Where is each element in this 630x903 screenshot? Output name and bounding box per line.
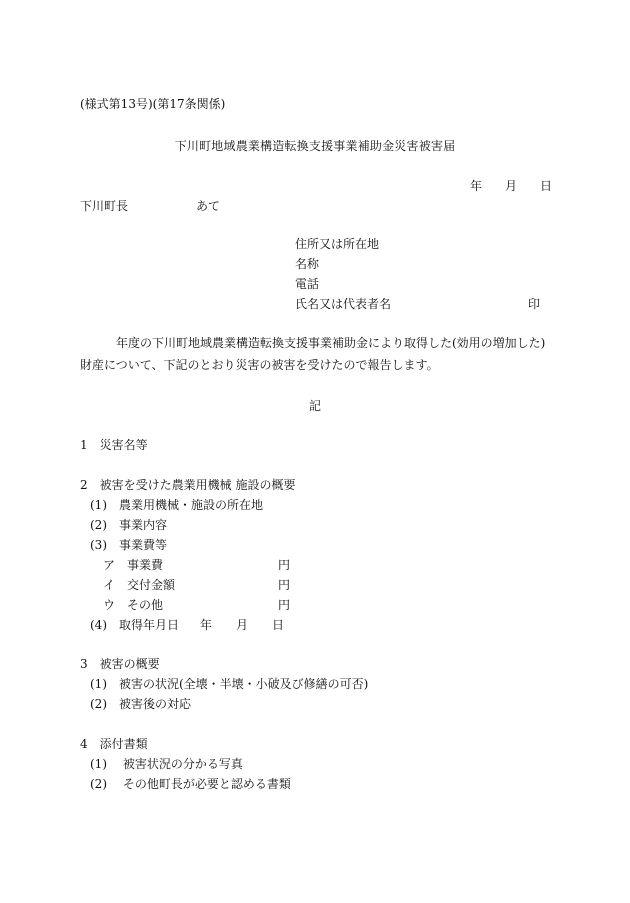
addressee-suffix: あて xyxy=(196,199,221,213)
form-number: (様式第13号)(第17条関係) xyxy=(80,97,226,111)
acquired-day-label: 日 xyxy=(272,618,285,632)
cost-sub-u: ウ その他 xyxy=(103,598,164,612)
section-3-title: 3 被害の概要 xyxy=(80,657,160,671)
section-2-item-3: (3) 事業費等 xyxy=(90,538,167,552)
report-body-text: 年度の下川町地域農業構造転換支援事業補助金により取得した(効用の増加した)財産について、下記のとおり災害の被害を受けたので報告します。 xyxy=(80,336,546,372)
acquired-month-label: 月 xyxy=(236,618,249,632)
applicant-address-label: 住所又は所在地 xyxy=(295,237,380,251)
section-2-item-4: (4) 取得年月日 xyxy=(90,618,179,632)
date-year-label: 年 xyxy=(470,179,483,193)
cost-sub-u-yen: 円 xyxy=(278,598,291,612)
date-month-label: 月 xyxy=(505,179,518,193)
applicant-representative-label: 氏名又は代表者名 xyxy=(295,297,392,311)
applicant-name-label: 名称 xyxy=(295,257,320,271)
section-2-item-2: (2) 事業内容 xyxy=(90,518,167,532)
section-1-title: 1 災害名等 xyxy=(80,438,148,452)
cost-sub-a: ア 事業費 xyxy=(103,558,164,572)
section-4-item-1: (1) 被害状況の分かる写真 xyxy=(90,757,243,771)
ki-heading: 記 xyxy=(308,399,321,413)
document-title: 下川町地域農業構造転換支援事業補助金災害被害届 xyxy=(174,139,456,153)
cost-sub-i: イ 交付金額 xyxy=(103,578,176,592)
section-4-title: 4 添付書類 xyxy=(80,737,148,751)
acquired-year-label: 年 xyxy=(200,618,213,632)
addressee-name: 下川町長 xyxy=(80,199,129,213)
section-3-item-2: (2) 被害後の対応 xyxy=(90,697,191,711)
applicant-phone-label: 電話 xyxy=(295,277,320,291)
date-day-label: 日 xyxy=(540,179,553,193)
cost-sub-a-yen: 円 xyxy=(278,558,291,572)
section-3-item-1: (1) 被害の状況(全壊・半壊・小破及び修繕の可否) xyxy=(90,677,369,691)
seal-mark: 印 xyxy=(528,297,541,311)
cost-sub-i-yen: 円 xyxy=(278,578,291,592)
section-4-item-2: (2) その他町長が必要と認める書類 xyxy=(90,777,291,791)
section-2-title: 2 被害を受けた農業用機械 施設の概要 xyxy=(80,478,296,492)
section-2-item-1: (1) 農業用機械・施設の所在地 xyxy=(90,498,263,512)
